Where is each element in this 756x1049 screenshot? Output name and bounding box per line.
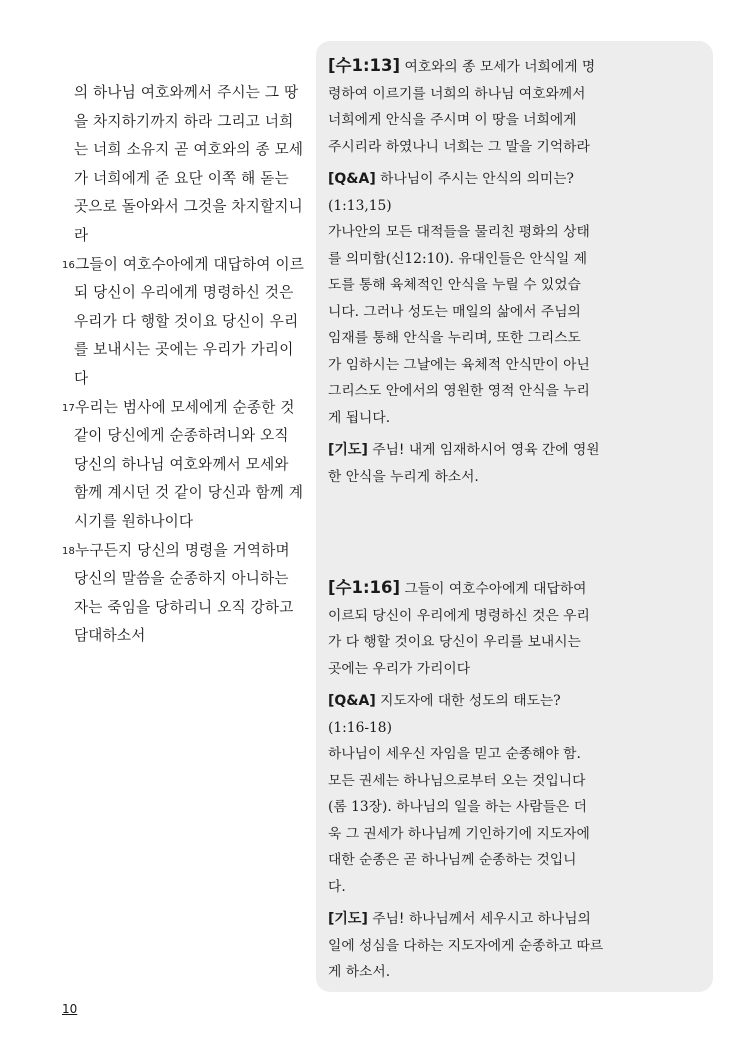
reference-text: 가 다 행할 것이요 당신이 우리를 보내시는 (328, 634, 581, 650)
reference-text: 주시리라 하였나니 너희는 그 말을 기억하라 (328, 138, 590, 155)
qa-answer: 하나님이 세우신 자임을 믿고 순종해야 함. (328, 746, 581, 762)
passage-line: 라 (74, 226, 89, 244)
qa-answer: 도를 통해 육체적인 안식을 누릴 수 있었습 (328, 277, 581, 293)
passage-line: 는 너희 소유지 곧 여호와의 종 모세 (74, 141, 304, 159)
qa-answer: 가나안의 모든 대적들을 물리친 평화의 상태 (328, 224, 590, 240)
prayer-text: 한 안식을 누리게 하소서. (328, 468, 479, 485)
passage-line: 곳으로 돌아와서 그것을 차지할지니 (74, 198, 303, 216)
qa-question: 지도자에 대한 성도의 태도는? (375, 693, 561, 709)
page-number: 10 (62, 1002, 78, 1016)
qa-tag: [Q&A] (328, 171, 376, 187)
verse-text: 우리가 다 행할 것이요 당신이 우리 (74, 312, 299, 330)
qa-answer: 대한 순종은 곧 하나님께 순종하는 것입니 (328, 852, 577, 868)
verse-text: 그들이 여호수아에게 대답하여 이르 (75, 255, 305, 273)
verse-text: 다 (74, 369, 89, 387)
qa-answer: 임재를 통해 안식을 누리며, 또한 그리스도 (328, 330, 581, 346)
verse-text: 되 당신이 우리에게 명령하신 것은 (74, 284, 294, 302)
verse-reference: [수1:13] (328, 56, 401, 75)
commentary-section-1-16 (328, 575, 613, 986)
reference-text: 너희에게 안식을 주시며 이 땅을 너희에게 (328, 112, 577, 128)
scripture-column (62, 79, 318, 651)
verse-text: 누구든지 당신의 명령을 거역하며 (75, 541, 290, 559)
qa-reference: (1:16-18) (328, 719, 392, 736)
prayer-tag: [기도] (328, 911, 368, 927)
prayer-text: 주님! 내게 임재하시어 영육 간에 영원 (367, 442, 600, 458)
qa-answer: 가 임하시는 그날에는 육체적 안식만이 아닌 (328, 356, 590, 373)
reference-text: 이르되 당신이 우리에게 명령하신 것은 우리 (328, 607, 590, 624)
prayer-text: 일에 성심을 다하는 지도자에게 순종하고 따르 (328, 937, 604, 954)
qa-reference: (1:13,15) (328, 197, 392, 214)
verse-17 (62, 394, 318, 537)
qa-tag: [Q&A] (328, 693, 376, 709)
verse-18 (62, 537, 318, 651)
qa-answer: 그리스도 안에서의 영원한 영적 안식을 누리 (328, 383, 590, 399)
verse-text: 같이 당신에게 순종하려니와 오직 (74, 427, 289, 445)
verse-number: 16 (62, 259, 76, 271)
verse-text: 당신의 하나님 여호와께서 모세와 (74, 455, 289, 473)
verse-16 (62, 251, 318, 394)
commentary-panel (316, 41, 713, 992)
prayer-text: 게 하소서. (328, 964, 391, 980)
verse-reference: [수1:16] (328, 578, 401, 597)
qa-answer: (롬 13장). 하나님의 일을 하는 사람들은 더 (328, 799, 587, 815)
verse-number: 18 (62, 545, 76, 557)
verse-text: 당신의 말씀을 순종하지 아니하는 (74, 570, 289, 588)
prayer-text: 주님! 하나님께서 세우시고 하나님의 (367, 911, 591, 927)
qa-answer: 니다. 그러나 성도는 매일의 삶에서 주님의 (328, 303, 581, 320)
commentary-section-1-13 (328, 53, 613, 490)
qa-answer: 모든 권세는 하나님으로부터 오는 것입니다 (328, 772, 586, 789)
qa-answer: 다. (328, 878, 346, 895)
continuation-passage (62, 79, 318, 251)
passage-line: 가 너희에게 준 요단 이쪽 해 돋는 (74, 169, 289, 187)
qa-answer: 게 됩니다. (328, 409, 391, 426)
reference-text: 령하여 이르기를 너희의 하나님 여호와께서 (328, 85, 586, 102)
verse-text: 시기를 원하나이다 (74, 512, 194, 530)
qa-answer: 욱 그 권세가 하나님께 기인하기에 지도자에 (328, 825, 590, 842)
verse-text: 를 보내시는 곳에는 우리가 가리이 (74, 341, 294, 359)
qa-answer: 를 의미함(신12:10). 유대인들은 안식일 제 (328, 250, 588, 267)
reference-text: 여호와의 종 모세가 너희에게 명 (400, 59, 596, 75)
verse-text: 함께 계시던 것 같이 당신과 함께 계 (74, 484, 304, 502)
passage-line: 을 차지하기까지 하라 그리고 너희 (74, 112, 294, 130)
verse-text: 자는 죽임을 당하리니 오직 강하고 (74, 598, 294, 616)
verse-text: 담대하소서 (74, 627, 146, 645)
passage-line: 의 하나님 여호와께서 주시는 그 땅 (74, 84, 299, 101)
qa-question: 하나님이 주시는 안식의 의미는? (375, 171, 574, 187)
prayer-tag: [기도] (328, 442, 368, 458)
verse-number: 17 (62, 402, 76, 414)
reference-text: 곳에는 우리가 가리이다 (328, 660, 471, 677)
verse-text: 우리는 범사에 모세에게 순종한 것 (75, 398, 295, 416)
reference-text: 그들이 여호수아에게 대답하여 (400, 581, 587, 597)
